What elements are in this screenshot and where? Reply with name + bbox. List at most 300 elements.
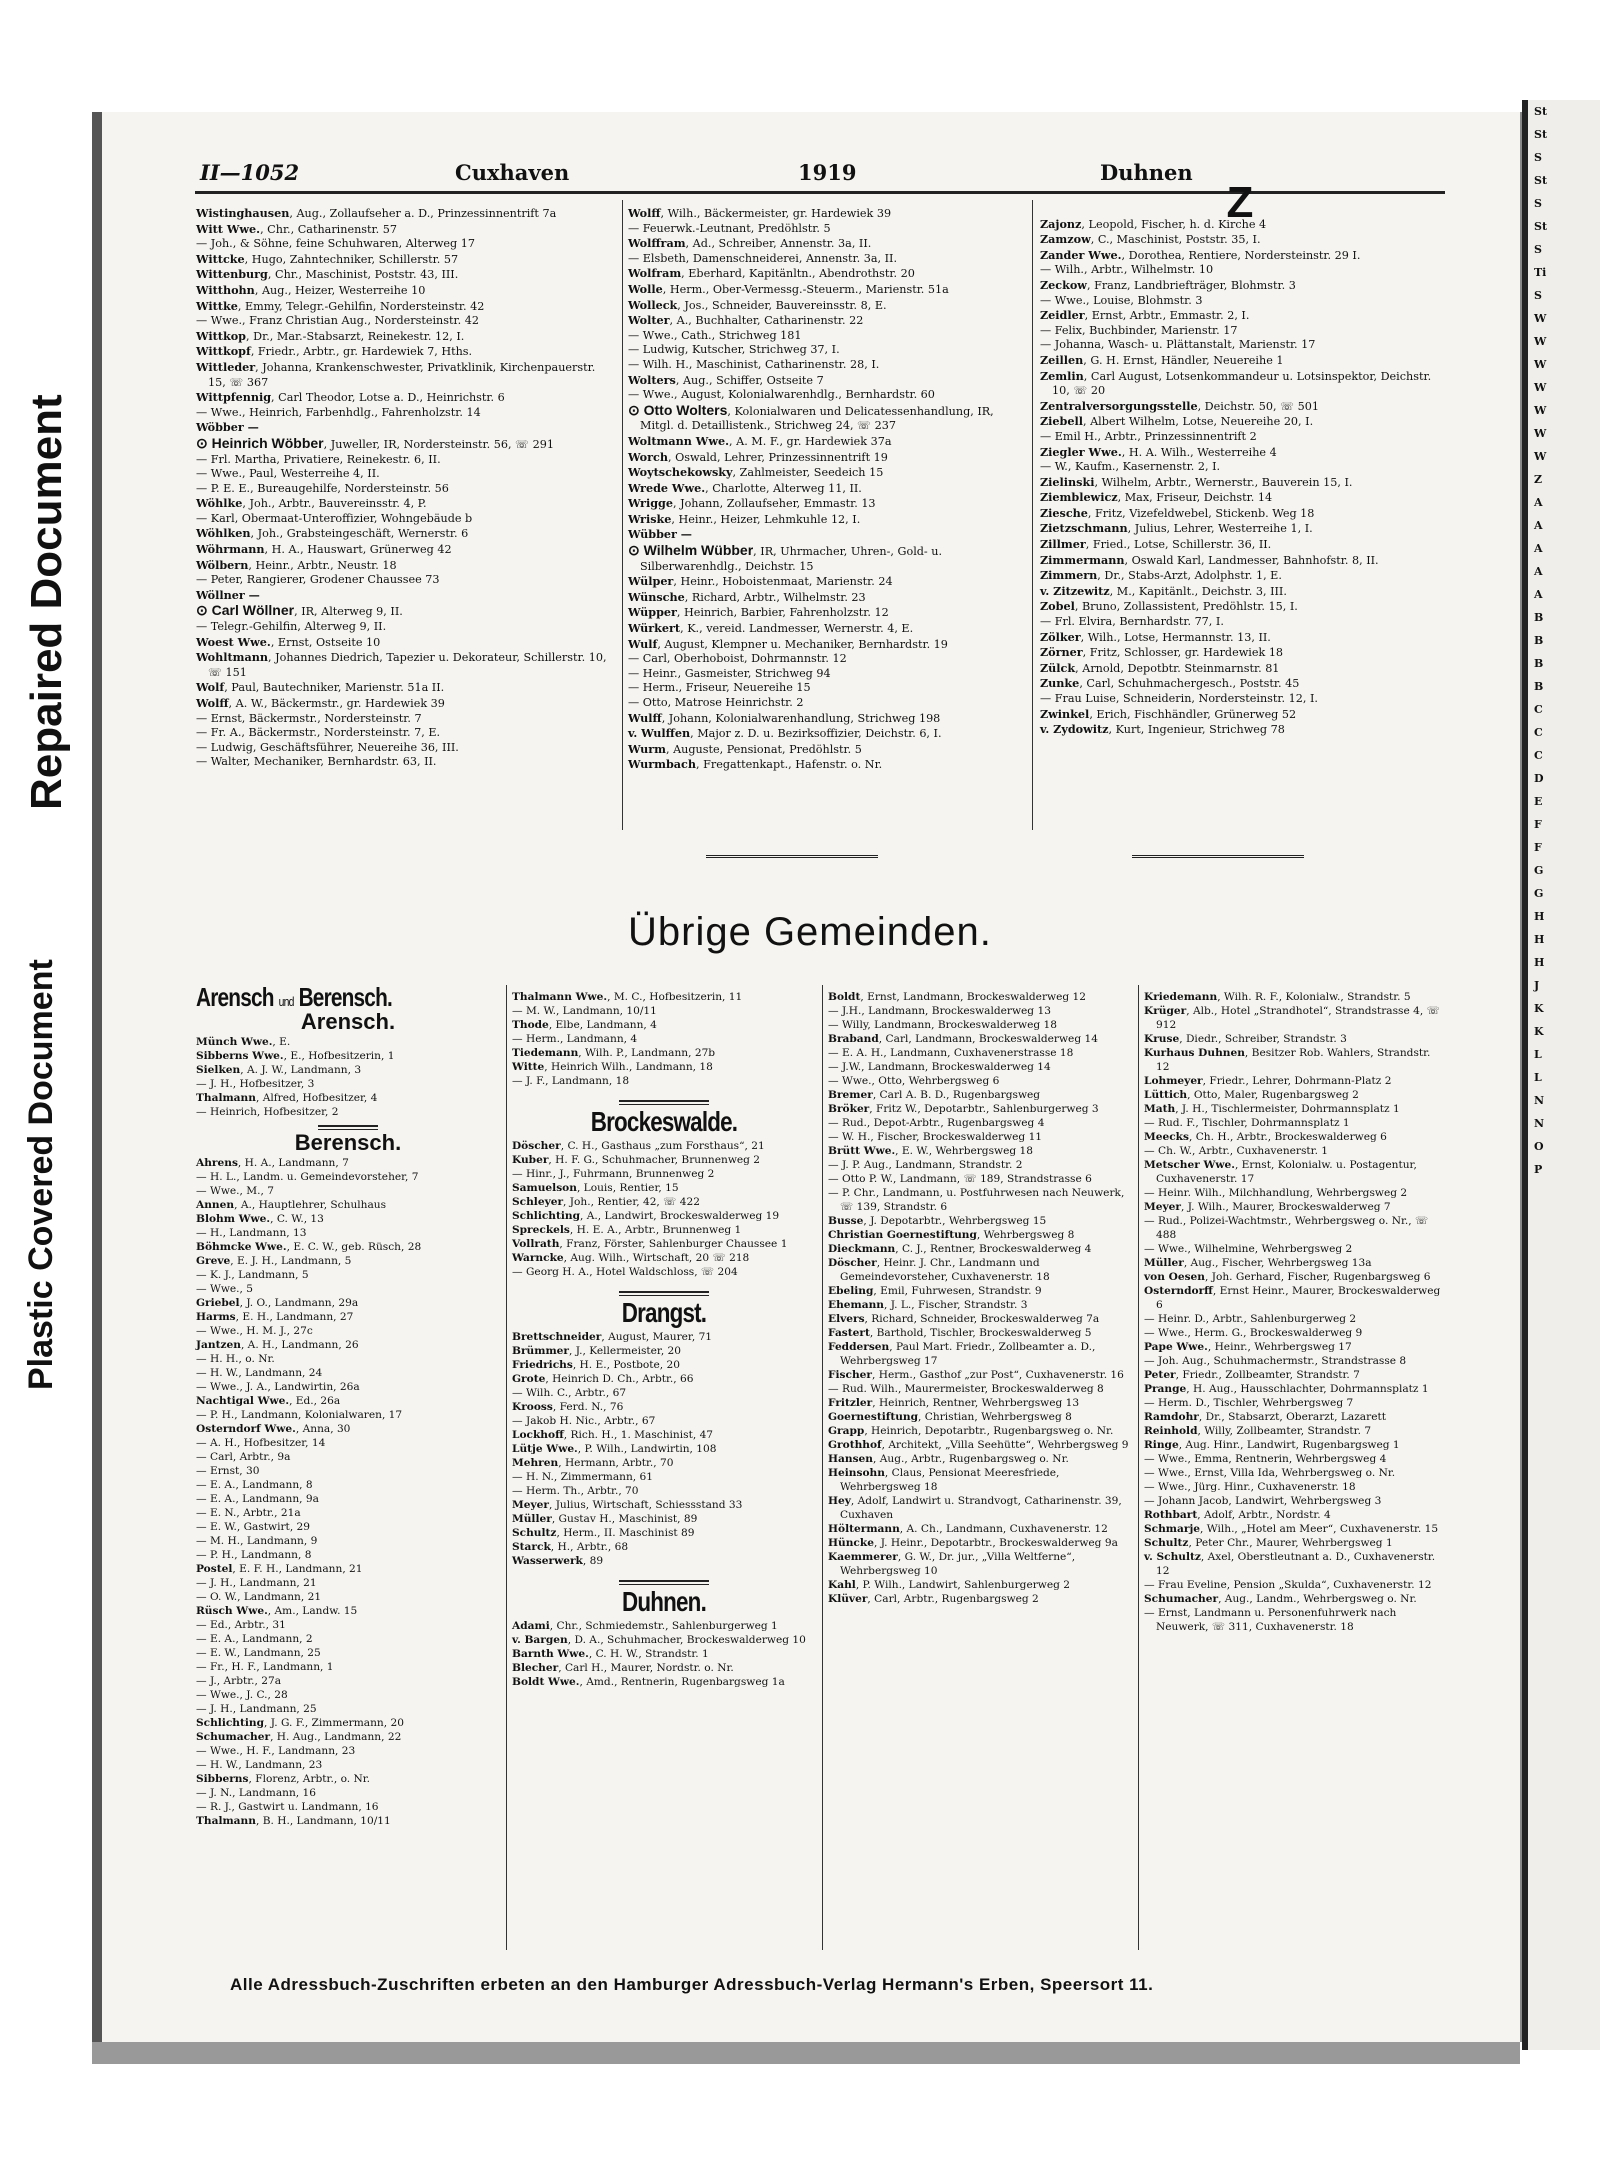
plastic-covered-document-label: Plastic Covered Document <box>22 959 60 1390</box>
directory-entry: — Wwe., J. A., Landwirtin, 26a <box>196 1381 360 1393</box>
edge-letter: B <box>1534 657 1544 670</box>
edge-letter: B <box>1534 611 1544 624</box>
directory-entry: — Ch. W., Arbtr., Cuxhavenerstr. 1 <box>1144 1145 1329 1157</box>
directory-entry: Ahrens, H. A., Landmann, 7 <box>196 1157 349 1169</box>
header-section: Duhnen <box>1100 160 1193 185</box>
directory-entry: Zobel, Bruno, Zollassistent, Predöhlstr. 15, I. <box>1040 599 1298 614</box>
directory-entry: Peter, Friedr., Zollbeamter, Strandstr. 7 <box>1144 1369 1360 1381</box>
directory-entry: Wittleder, Johanna, Krankenschwester, Privatklinik, Kirchenpauerstr. 15, ☏ 367 <box>196 359 596 389</box>
directory-entry: — H. N., Zimmermann, 61 <box>512 1471 654 1483</box>
directory-entry: Zemlin, Carl August, Lotsenkommandeur u. Lotsinspektor, Deichstr. 10, ☏ 20 <box>1040 368 1432 398</box>
edge-letter: St <box>1534 220 1548 233</box>
directory-entry: Schultz, Herm., II. Maschinist 89 <box>512 1527 695 1539</box>
directory-entry: Boldt, Ernst, Landmann, Brockeswalderweg 12 <box>828 991 1086 1003</box>
directory-entry: Adami, Chr., Schmiedemstr., Sahlenburgerweg 1 <box>512 1620 778 1632</box>
directory-entry: Wittkopf, Friedr., Arbtr., gr. Hardewiek 7, Hths. <box>196 344 473 359</box>
directory-entry: — Herm., Landmann, 4 <box>512 1033 638 1045</box>
directory-entry: Zunke, Carl, Schuhmachergesch., Poststr. 45 <box>1040 676 1300 691</box>
edge-letter: St <box>1534 105 1548 118</box>
directory-entry: Münch Wwe., E. <box>196 1036 291 1048</box>
directory-entry: Wurm, Auguste, Pensionat, Predöhlstr. 5 <box>628 741 862 756</box>
directory-entry: — W., Kaufm., Kasernenstr. 2, I. <box>1040 460 1221 474</box>
directory-entry: Zielinski, Wilhelm, Arbtr., Wernerstr., Bauverein 15, I. <box>1040 474 1353 489</box>
directory-entry: — R. J., Gastwirt u. Landmann, 16 <box>196 1801 379 1813</box>
directory-entry: — H. W., Landmann, 24 <box>196 1367 323 1379</box>
directory-entry: Ziemblewicz, Max, Friseur, Deichstr. 14 <box>1040 490 1273 505</box>
directory-entry: Zentralversorgungsstelle, Deichstr. 50, ☏ 501 <box>1040 398 1320 413</box>
directory-entry: Witte, Heinrich Wilh., Landmann, 18 <box>512 1061 713 1073</box>
directory-entry: Ziebell, Albert Wilhelm, Lotse, Neuereihe 20, I. <box>1040 414 1314 429</box>
directory-entry: — Otto P. W., Landmann, ☏ 189, Strandstrasse 6 <box>828 1173 1092 1185</box>
repaired-document-label: Repaired Document <box>22 394 71 810</box>
directory-entry: Wittpfennig, Carl Theodor, Lotse a. D., Heinrichstr. 6 <box>196 390 505 405</box>
column-duhnen-1 <box>828 990 1132 1606</box>
edge-letter: L <box>1534 1071 1542 1084</box>
directory-entry: — Fr. A., Bäckermstr., Nordersteinstr. 7, E. <box>196 726 441 740</box>
directory-entry: Kuber, H. F. G., Schuhmacher, Brunnenweg 2 <box>512 1154 761 1166</box>
directory-entry: — Wwe., Jürg. Hinr., Cuxhavenerstr. 18 <box>1144 1481 1356 1493</box>
directory-entry: — Felix, Buchbinder, Marienstr. 17 <box>1040 323 1238 337</box>
directory-entry: v. Wulffen, Major z. D. u. Bezirksoffizier, Deichstr. 6, I. <box>628 726 942 741</box>
directory-entry: Wölbern, Heinr., Arbtr., Neustr. 18 <box>196 557 397 572</box>
directory-entry: Greve, E. J. H., Landmann, 5 <box>196 1255 352 1267</box>
directory-entry: Schlichting, A., Landwirt, Brockeswalderweg 19 <box>512 1210 780 1222</box>
directory-entry: Mehren, Hermann, Arbtr., 70 <box>512 1457 674 1469</box>
directory-entry: Wittcke, Hugo, Zahntechniker, Schillerstr. 57 <box>196 251 459 266</box>
edge-letter: H <box>1534 910 1545 923</box>
directory-entry: — Wwe., Heinrich, Farbenhdlg., Fahrenholzstr. 14 <box>196 405 481 419</box>
directory-entry: — Wilh., Arbtr., Wilhelmstr. 10 <box>1040 263 1214 277</box>
edge-letter: W <box>1534 404 1547 417</box>
directory-entry: Thalmann, Alfred, Hofbesitzer, 4 <box>196 1092 378 1104</box>
directory-entry: — Johanna, Wasch- u. Plättanstalt, Marienstr. 17 <box>1040 338 1316 352</box>
page-footer: Alle Adressbuch-Zuschriften erbeten an den Hamburger Adressbuch-Verlag Hermann's Erben, Speersort 11. <box>230 1975 1154 1994</box>
heading-drangst: Drangst. <box>621 1297 707 1328</box>
section-title: Übrige Gemeinden. <box>628 910 992 954</box>
directory-entry: Wrede Wwe., Charlotte, Alterweg 11, II. <box>628 480 862 495</box>
directory-entry: — H. L., Landm. u. Gemeindevorsteher, 7 <box>196 1171 419 1183</box>
directory-entry: Starck, H., Arbtr., 68 <box>512 1541 629 1553</box>
directory-entry: — J. N., Landmann, 16 <box>196 1787 316 1799</box>
directory-entry: — E. A., Landmann, 2 <box>196 1633 313 1645</box>
directory-entry: Wistinghausen, Aug., Zollaufseher a. D., Prinzessinnentrift 7a <box>196 206 557 220</box>
directory-entry: Woltmann Wwe., A. M. F., gr. Hardewiek 37a <box>628 433 892 448</box>
heading-duhnen: Duhnen. <box>622 1586 706 1617</box>
directory-entry: Wasserwerk, 89 <box>512 1555 604 1567</box>
edge-letter: W <box>1534 381 1547 394</box>
small-separator <box>619 1100 709 1105</box>
directory-entry: Zamzow, C., Maschinist, Poststr. 35, I. <box>1040 232 1261 247</box>
directory-entry: Goernestiftung, Christian, Wehrbergsweg 8 <box>828 1411 1072 1423</box>
edge-letter: C <box>1534 726 1543 739</box>
directory-entry: Döscher, C. H., Gasthaus „zum Forsthaus“, 21 <box>512 1140 765 1152</box>
directory-entry: — Peter, Rangierer, Grodener Chaussee 73 <box>196 573 440 587</box>
directory-entry: — Wwe., Emma, Rentnerin, Wehrbergsweg 4 <box>1144 1453 1387 1465</box>
column-rule <box>506 985 507 1950</box>
directory-entry: Schlichting, J. G. F., Zimmermann, 20 <box>196 1717 404 1729</box>
edge-letter: P <box>1534 1163 1543 1176</box>
directory-entry: Zeillen, G. H. Ernst, Händler, Neuereihe 1 <box>1040 352 1284 367</box>
directory-entry: Witthohn, Aug., Heizer, Westerreihe 10 <box>196 282 426 297</box>
directory-entry: Osterndorf Wwe., Anna, 30 <box>196 1423 351 1435</box>
directory-entry: Fischer, Herm., Gasthof „zur Post“, Cuxhavenerstr. 16 <box>828 1369 1124 1381</box>
column-rule <box>622 200 623 830</box>
letter-z-heading: Z <box>1226 178 1254 227</box>
directory-entry: Rothbart, Adolf, Arbtr., Nordstr. 4 <box>1144 1509 1331 1521</box>
column-w-1 <box>196 206 616 770</box>
directory-entry: Warncke, Aug. Wilh., Wirtschaft, 20 ☏ 218 <box>512 1252 750 1264</box>
directory-entry: Worch, Oswald, Lehrer, Prinzessinnentrift 19 <box>628 449 888 464</box>
edge-letter: W <box>1534 312 1547 325</box>
directory-entry: — Telegr.-Gehilfin, Alterweg 9, II. <box>196 620 387 634</box>
heading-arensch-berensch <box>196 982 439 1012</box>
directory-entry: — Ernst, 30 <box>196 1465 260 1477</box>
directory-entry: Meecks, Ch. H., Arbtr., Brockeswalderweg 6 <box>1144 1131 1387 1143</box>
edge-letter: K <box>1534 1002 1544 1015</box>
directory-entry: v. Schultz, Axel, Oberstleutnant a. D., Cuxhavenerstr. 12 <box>1144 1551 1436 1577</box>
directory-entry: Christian Goernestiftung, Wehrbergsweg 8 <box>828 1229 1075 1241</box>
directory-entry: Wolfram, Eberhard, Kapitänltn., Abendrothstr. 20 <box>628 266 915 281</box>
directory-entry: Woest Wwe., Ernst, Ostseite 10 <box>196 634 381 649</box>
directory-entry: Schumacher, Aug., Landm., Wehrbergsweg o. Nr. <box>1144 1593 1417 1605</box>
directory-entry: Spreckels, H. E. A., Arbtr., Brunnenweg 1 <box>512 1224 742 1236</box>
directory-entry: — Karl, Obermaat-Unteroffizier, Wohngebäude b <box>196 511 473 525</box>
directory-entry: Wöllner — <box>196 587 260 602</box>
directory-entry: Kriedemann, Wilh. R. F., Kolonialw., Strandstr. 5 <box>1144 991 1411 1003</box>
directory-entry: Klüver, Carl, Arbtr., Rugenbargsweg 2 <box>828 1593 1039 1605</box>
directory-entry: Zörner, Fritz, Schlosser, gr. Hardewiek 18 <box>1040 645 1284 660</box>
edge-letter: W <box>1534 358 1547 371</box>
directory-entry: — Wwe., M., 7 <box>196 1185 274 1197</box>
directory-entry: Zülck, Arnold, Depotbtr. Steinmarnstr. 81 <box>1040 660 1280 675</box>
column-rule <box>822 985 823 1950</box>
next-page-edge <box>1522 100 1600 2050</box>
directory-entry: Döscher, Heinr. J. Chr., Landmann und Gemeindevorsteher, Cuxhavenerstr. 18 <box>828 1257 1050 1283</box>
directory-entry: — Wwe., J. C., 28 <box>196 1689 288 1701</box>
directory-entry: Brümmer, J., Kellermeister, 20 <box>512 1345 682 1357</box>
directory-entry: — P. H., Landmann, 8 <box>196 1549 312 1561</box>
edge-letter: H <box>1534 933 1545 946</box>
directory-entry: — Carl, Oberhoboist, Dohrmannstr. 12 <box>628 652 847 666</box>
directory-entry: Blohm Wwe., C. W., 13 <box>196 1213 324 1225</box>
directory-entry: — E. N., Arbtr., 21a <box>196 1507 301 1519</box>
directory-entry: Blecher, Carl H., Maurer, Nordstr. o. Nr. <box>512 1662 734 1674</box>
directory-entry: — Ed., Arbtr., 31 <box>196 1619 286 1631</box>
edge-letter: N <box>1534 1094 1545 1107</box>
edge-letter: S <box>1534 197 1542 210</box>
directory-entry: Tiedemann, Wilh. P., Landmann, 27b <box>512 1047 716 1059</box>
directory-entry: — Wwe., Franz Christian Aug., Nordersteinstr. 42 <box>196 314 479 328</box>
directory-entry: — E. W., Gastwirt, 29 <box>196 1521 311 1533</box>
directory-entry: Böhmcke Wwe., E. C. W., geb. Rüsch, 28 <box>196 1241 422 1253</box>
directory-entry: — Johann Jacob, Landwirt, Wehrbergsweg 3 <box>1144 1495 1382 1507</box>
directory-entry: — E. W., Landmann, 25 <box>196 1647 321 1659</box>
directory-entry: Brettschneider, August, Maurer, 71 <box>512 1331 713 1343</box>
directory-entry: — Wilh. H., Maschinist, Catharinenstr. 28, I. <box>628 357 880 371</box>
directory-entry: Jantzen, A. H., Landmann, 26 <box>196 1339 359 1351</box>
header-city: Cuxhaven <box>455 160 570 185</box>
directory-entry: — A. H., Hofbesitzer, 14 <box>196 1437 326 1449</box>
directory-entry: Zölker, Wilh., Lotse, Hermannstr. 13, II. <box>1040 629 1271 644</box>
directory-entry: Lohmeyer, Friedr., Lehrer, Dohrmann-Platz 2 <box>1144 1075 1392 1087</box>
directory-entry: Pape Wwe., Heinr., Wehrbergsweg 17 <box>1144 1341 1352 1353</box>
directory-entry: Wüpper, Heinrich, Barbier, Fahrenholzstr. 12 <box>628 605 889 620</box>
directory-entry: Sibberns Wwe., E., Hofbesitzerin, 1 <box>196 1050 395 1062</box>
directory-entry: Bröker, Fritz W., Depotarbtr., Sahlenburgerweg 3 <box>828 1103 1099 1115</box>
directory-entry: v. Bargen, D. A., Schuhmacher, Brockeswalderweg 10 <box>512 1634 806 1646</box>
directory-entry: — Frl. Martha, Privatiere, Reinekestr. 6, II. <box>196 452 441 466</box>
directory-entry: — Frau Eveline, Pension „Skulda“, Cuxhavenerstr. 12 <box>1144 1579 1432 1591</box>
edge-letter: N <box>1534 1117 1545 1130</box>
heading-arensch: Arensch <box>196 982 274 1012</box>
edge-letter: W <box>1534 427 1547 440</box>
directory-entry: Wöhrmann, H. A., Hauswart, Grünerweg 42 <box>196 542 452 557</box>
edge-letter: A <box>1534 588 1543 601</box>
edge-letter: A <box>1534 565 1543 578</box>
directory-entry: Würkert, K., vereid. Landmesser, Wernerstr. 4, E. <box>628 621 914 636</box>
directory-entry: Samuelson, Louis, Rentier, 15 <box>512 1182 679 1194</box>
directory-entry: Thalmann, B. H., Landmann, 10/11 <box>196 1815 391 1827</box>
column-z <box>1040 178 1440 738</box>
directory-entry: Metscher Wwe., Ernst, Kolonialw. u. Postagentur, Cuxhavenerstr. 17 <box>1144 1159 1417 1185</box>
edge-letter: A <box>1534 542 1543 555</box>
edge-letter: S <box>1534 243 1542 256</box>
directory-entry: Math, J. H., Tischlermeister, Dohrmannsplatz 1 <box>1144 1103 1400 1115</box>
directory-entry: Schumacher, H. Aug., Landmann, 22 <box>196 1731 402 1743</box>
directory-entry: Wünsche, Richard, Arbtr., Wilhelmstr. 23 <box>628 589 866 604</box>
directory-entry: — H. H., o. Nr. <box>196 1353 275 1365</box>
directory-entry: — Ludwig, Kutscher, Strichweg 37, I. <box>628 343 840 357</box>
edge-letter: B <box>1534 680 1544 693</box>
edge-letter: W <box>1534 335 1547 348</box>
edge-letter: C <box>1534 703 1543 716</box>
directory-entry: — Ludwig, Geschäftsführer, Neuereihe 36, III. <box>196 740 459 754</box>
directory-entry: Vollrath, Franz, Förster, Sahlenburger Chaussee 1 <box>512 1238 788 1250</box>
directory-entry: — Wwe., Ernst, Villa Ida, Wehrbergsweg o. Nr. <box>1144 1467 1396 1479</box>
directory-entry: — J. H., Landmann, 25 <box>196 1703 317 1715</box>
directory-entry: — Joh. Aug., Schuhmachermstr., Strandstrasse 8 <box>1144 1355 1407 1367</box>
directory-entry: Grote, Heinrich D. Ch., Arbtr., 66 <box>512 1373 694 1385</box>
edge-letter: W <box>1534 450 1547 463</box>
heading-berensch: Berensch. <box>298 982 392 1012</box>
directory-entry: Zimmermann, Oswald Karl, Landmesser, Bahnhofstr. 8, II. <box>1040 552 1379 567</box>
directory-entry: Wolle, Herm., Ober-Vermessg.-Steuerm., Marienstr. 51a <box>628 281 949 296</box>
directory-entry: — Wwe., August, Kolonialwarenhdlg., Bernhardstr. 60 <box>628 388 935 402</box>
directory-entry: — Herm. Th., Arbtr., 70 <box>512 1485 639 1497</box>
edge-letter: D <box>1534 772 1544 785</box>
heading-und: und <box>278 994 294 1009</box>
directory-entry: Wolff, A. W., Bäckermstr., gr. Hardewiek 39 <box>196 696 445 710</box>
directory-entry: Friedrichs, H. E., Postbote, 20 <box>512 1359 681 1371</box>
directory-entry: v. Zydowitz, Kurt, Ingenieur, Strichweg 78 <box>1040 722 1285 737</box>
directory-entry: Barnth Wwe., C. H. W., Strandstr. 1 <box>512 1648 709 1660</box>
column-brockeswalde-drangst <box>512 990 816 1689</box>
directory-entry: Postel, E. F. H., Landmann, 21 <box>196 1563 363 1575</box>
edge-letter: L <box>1534 1048 1542 1061</box>
edge-letter: F <box>1534 841 1542 854</box>
directory-entry: Wriske, Heinr., Heizer, Lehmkuhle 12, I. <box>628 511 861 526</box>
directory-entry: — Walter, Mechaniker, Bernhardstr. 63, II. <box>196 755 437 769</box>
directory-entry: — Heinr. Wilh., Milchhandlung, Wehrbergsweg 2 <box>1144 1187 1408 1199</box>
directory-entry: Ehemann, J. L., Fischer, Strandstr. 3 <box>828 1299 1028 1311</box>
directory-entry: Wolff, Wilh., Bäckermeister, gr. Hardewiek 39 <box>628 206 892 220</box>
directory-entry: Wülper, Heinr., Hoboistenmaat, Marienstr. 24 <box>628 574 893 589</box>
directory-entry: Boldt Wwe., Amd., Rentnerin, Rugenbargsweg 1a <box>512 1676 785 1688</box>
directory-entry: — J. P. Aug., Landmann, Strandstr. 2 <box>828 1159 1023 1171</box>
directory-entry: v. Zitzewitz, M., Kapitänlt., Deichstr. 3, III. <box>1040 583 1287 598</box>
directory-entry: — M. H., Landmann, 9 <box>196 1535 318 1547</box>
edge-letter: G <box>1534 864 1544 877</box>
directory-entry: — Herm., Friseur, Neuereihe 15 <box>628 681 811 695</box>
directory-entry: — Wwe., Wilhelmine, Wehrbergsweg 2 <box>1144 1243 1353 1255</box>
directory-entry: — Heinr., Gasmeister, Strichweg 94 <box>628 666 831 680</box>
directory-entry: Lüttich, Otto, Maler, Rugenbargsweg 2 <box>1144 1089 1359 1101</box>
directory-entry: Wulf, August, Klempner u. Mechaniker, Bernhardstr. 19 <box>628 636 948 651</box>
header-year: 1919 <box>798 160 857 185</box>
directory-entry: Zeidler, Ernst, Arbtr., Emmastr. 2, I. <box>1040 308 1250 323</box>
edge-letter: G <box>1534 887 1544 900</box>
directory-entry: Griebel, J. O., Landmann, 29a <box>196 1297 359 1309</box>
directory-entry: Fastert, Barthold, Tischler, Brockeswalderweg 5 <box>828 1327 1092 1339</box>
directory-entry: — J. H., Hofbesitzer, 3 <box>196 1078 315 1090</box>
directory-entry: Wöbber — <box>196 420 259 435</box>
directory-entry: von Oesen, Joh. Gerhard, Fischer, Rugenbargsweg 6 <box>1144 1271 1431 1283</box>
directory-entry: — Rud., Polizei-Wachtmstr., Wehrbergsweg o. Nr., ☏ 488 <box>1144 1215 1429 1241</box>
column-w-2 <box>628 206 1026 773</box>
directory-entry: Höltermann, A. Ch., Landmann, Cuxhavenerstr. 12 <box>828 1523 1108 1535</box>
directory-entry: — Frau Luise, Schneiderin, Nordersteinstr. 12, I. <box>1040 692 1318 705</box>
edge-letter: Ti <box>1534 266 1547 279</box>
directory-entry: — Wwe., Otto, Wehrbergsweg 6 <box>828 1075 1000 1087</box>
directory-entry: Busse, J. Depotarbtr., Wehrbergsweg 15 <box>828 1215 1047 1227</box>
directory-entry: — Frl. Elvira, Bernhardstr. 77, I. <box>1040 615 1224 629</box>
small-separator <box>619 1291 709 1296</box>
directory-entry: Hüncke, J. Heinr., Depotarbtr., Brockeswalderweg 9a <box>828 1537 1118 1549</box>
edge-letter: S <box>1534 151 1542 164</box>
directory-entry: Zietzschmann, Julius, Lehrer, Westerreihe 1, I. <box>1040 521 1313 536</box>
directory-entry: Zillmer, Fried., Lotse, Schillerstr. 36, II. <box>1040 537 1272 552</box>
column-arensch-berensch <box>196 982 500 1828</box>
directory-entry: Thode, Elbe, Landmann, 4 <box>512 1019 657 1031</box>
directory-entry: Grothhof, Architekt, „Villa Seehütte“, Wehrbergsweg 9 <box>828 1439 1129 1451</box>
directory-entry: — J., Arbtr., 27a <box>196 1675 282 1687</box>
directory-entry: Ramdohr, Dr., Stabsarzt, Oberarzt, Lazarett <box>1144 1411 1386 1423</box>
directory-entry: Thalmann Wwe., M. C., Hofbesitzerin, 11 <box>512 991 743 1003</box>
left-margin <box>0 0 90 2177</box>
directory-entry: Wolter, A., Buchhalter, Catharinenstr. 22 <box>628 313 864 328</box>
directory-entry: — K. J., Landmann, 5 <box>196 1269 309 1281</box>
directory-entry: Wulff, Johann, Kolonialwarenhandlung, Strichweg 198 <box>628 710 941 725</box>
edge-letter: E <box>1534 795 1543 808</box>
directory-entry: — Georg H. A., Hotel Waldschloss, ☏ 204 <box>512 1266 738 1278</box>
directory-entry: — Rud., Depot-Arbtr., Rugenbargsweg 4 <box>828 1117 1045 1129</box>
directory-entry: Kaemmerer, G. W., Dr. jur., „Villa Weltferne“, Wehrbergsweg 10 <box>828 1551 1076 1577</box>
directory-entry: Kruse, Diedr., Schreiber, Strandstr. 3 <box>1144 1033 1347 1045</box>
directory-entry: — P. H., Landmann, Kolonialwaren, 17 <box>196 1409 403 1421</box>
directory-entry: Krooss, Ferd. N., 76 <box>512 1401 624 1413</box>
directory-entry: Lockhoff, Rich. H., 1. Maschinist, 47 <box>512 1429 714 1441</box>
directory-entry: ⊙ Heinrich Wöbber, Juweller, IR, Nordersteinstr. 56, ☏ 291 <box>196 434 554 451</box>
directory-entry: Annen, A., Hauptlehrer, Schulhaus <box>196 1199 387 1211</box>
directory-entry: — M. W., Landmann, 10/11 <box>512 1005 657 1017</box>
subheading-berensch: Berensch. <box>294 1130 402 1155</box>
page-shadow <box>92 2042 1520 2064</box>
edge-letter: A <box>1534 519 1543 532</box>
edge-letter: S <box>1534 289 1542 302</box>
directory-entry: — H. W., Landmann, 23 <box>196 1759 323 1771</box>
directory-entry: — H., Landmann, 13 <box>196 1227 307 1239</box>
directory-entry: — J. F., Landmann, 18 <box>512 1075 630 1087</box>
directory-entry: Sielken, A. J. W., Landmann, 3 <box>196 1064 362 1076</box>
directory-entry: Lütje Wwe., P. Wilh., Landwirtin, 108 <box>512 1443 717 1455</box>
section-separator <box>706 855 878 861</box>
directory-entry: — J. H., Landmann, 21 <box>196 1577 317 1589</box>
directory-entry: Wohltmann, Johannes Diedrich, Tapezier u. Dekorateur, Schillerstr. 10, ☏ 151 <box>196 650 607 679</box>
directory-entry: Nachtigal Wwe., Ed., 26a <box>196 1395 341 1407</box>
small-separator <box>619 1580 709 1585</box>
directory-entry: — P. E. E., Bureaugehilfe, Nordersteinstr. 56 <box>196 481 449 495</box>
subheading-arensch: Arensch. <box>300 1009 396 1034</box>
directory-entry: Wurmbach, Fregattenkapt., Hafenstr. o. Nr. <box>628 757 883 772</box>
directory-entry: — Hinr., J., Fuhrmann, Brunnenweg 2 <box>512 1168 715 1180</box>
directory-entry: — Heinr. D., Arbtr., Sahlenburgerweg 2 <box>1144 1313 1357 1325</box>
directory-entry: Meyer, J. Wilh., Maurer, Brockeswalderweg 7 <box>1144 1201 1391 1213</box>
directory-entry: — J.W., Landmann, Brockeswalderweg 14 <box>828 1061 1051 1073</box>
directory-entry: Bremer, Carl A. B. D., Rugenbargsweg <box>828 1089 1041 1101</box>
directory-entry: — O. W., Landmann, 21 <box>196 1591 322 1603</box>
directory-entry: Müller, Aug., Fischer, Wehrbergsweg 13a <box>1144 1257 1372 1269</box>
directory-entry: Brütt Wwe., E. W., Wehrbergsweg 18 <box>828 1145 1033 1157</box>
directory-entry: Kurhaus Duhnen, Besitzer Rob. Wahlers, Strandstr. 12 <box>1144 1047 1431 1073</box>
page-header <box>200 160 1440 190</box>
directory-entry: — Wwe., Herm. G., Brockeswalderweg 9 <box>1144 1327 1363 1339</box>
directory-entry: Wübber — <box>628 527 692 542</box>
directory-entry: Braband, Carl, Landmann, Brockeswalderweg 14 <box>828 1033 1098 1045</box>
directory-entry: Zeckow, Franz, Landbriefträger, Blohmstr. 3 <box>1040 277 1296 292</box>
directory-entry: Wrigge, Johann, Zollaufseher, Emmastr. 13 <box>628 496 876 511</box>
directory-entry: Heinsohn, Claus, Pensionat Meeresfriede, Wehrbergsweg 18 <box>828 1467 1060 1493</box>
directory-entry: — P. Chr., Landmann, u. Postfuhrwesen nach Neuwerk, ☏ 139, Strandstr. 6 <box>828 1187 1125 1213</box>
directory-entry: Fritzler, Heinrich, Rentner, Wehrbergsweg 13 <box>828 1397 1080 1409</box>
directory-entry: — Willy, Landmann, Brockeswalderweg 18 <box>828 1019 1057 1031</box>
directory-entry: Osterndorff, Ernst Heinr., Maurer, Brockeswalderweg 6 <box>1144 1285 1441 1311</box>
edge-letter: St <box>1534 128 1548 141</box>
heading-brockeswalde: Brockeswalde. <box>590 1106 738 1137</box>
directory-entry: — Otto, Matrose Heinrichstr. 2 <box>628 696 804 709</box>
directory-entry: — E. A., Landmann, 8 <box>196 1479 313 1491</box>
directory-entry: — Ernst, Landmann u. Personenfuhrwerk nach Neuwerk, ☏ 311, Cuxhavenerstr. 18 <box>1144 1607 1397 1633</box>
directory-entry: — Carl, Arbtr., 9a <box>196 1451 291 1463</box>
directory-entry: Müller, Gustav H., Maschinist, 89 <box>512 1513 698 1525</box>
directory-entry: Wittenburg, Chr., Maschinist, Poststr. 43, III. <box>196 267 459 282</box>
directory-entry: — Wwe., Louise, Blohmstr. 3 <box>1040 293 1203 307</box>
edge-letter: A <box>1534 496 1543 509</box>
directory-entry: Ebeling, Emil, Fuhrwesen, Strandstr. 9 <box>828 1285 1042 1297</box>
directory-entry: Meyer, Julius, Wirtschaft, Schiessstand 33 <box>512 1499 743 1511</box>
directory-entry: Feddersen, Paul Mart. Friedr., Zollbeamter a. D., Wehrbergsweg 17 <box>828 1341 1096 1367</box>
edge-letter: O <box>1534 1140 1544 1153</box>
edge-letter: K <box>1534 1025 1544 1038</box>
directory-entry: — Emil H., Arbtr., Prinzessinnentrift 2 <box>1040 429 1257 443</box>
directory-entry: — Feuerwk.-Leutnant, Predöhlstr. 5 <box>628 221 831 235</box>
directory-entry: — E. A. H., Landmann, Cuxhavenerstrasse 18 <box>828 1047 1074 1059</box>
edge-letter: C <box>1534 749 1543 762</box>
directory-entry: ⊙ Otto Wolters, Kolonialwaren und Delicatessenhandlung, IR, Mitgl. d. Detaillistenk., Strichweg 24, ☏ 237 <box>628 401 994 433</box>
directory-entry: ⊙ Wilhelm Wübber, IR, Uhrmacher, Uhren-, Gold- u. Silberwarenhdlg., Deichstr. 15 <box>628 542 943 573</box>
directory-entry: Schmarje, Wilh., „Hotel am Meer“, Cuxhavenerstr. 15 <box>1144 1523 1439 1535</box>
column-duhnen-2 <box>1144 990 1444 1634</box>
edge-letter: F <box>1534 818 1542 831</box>
